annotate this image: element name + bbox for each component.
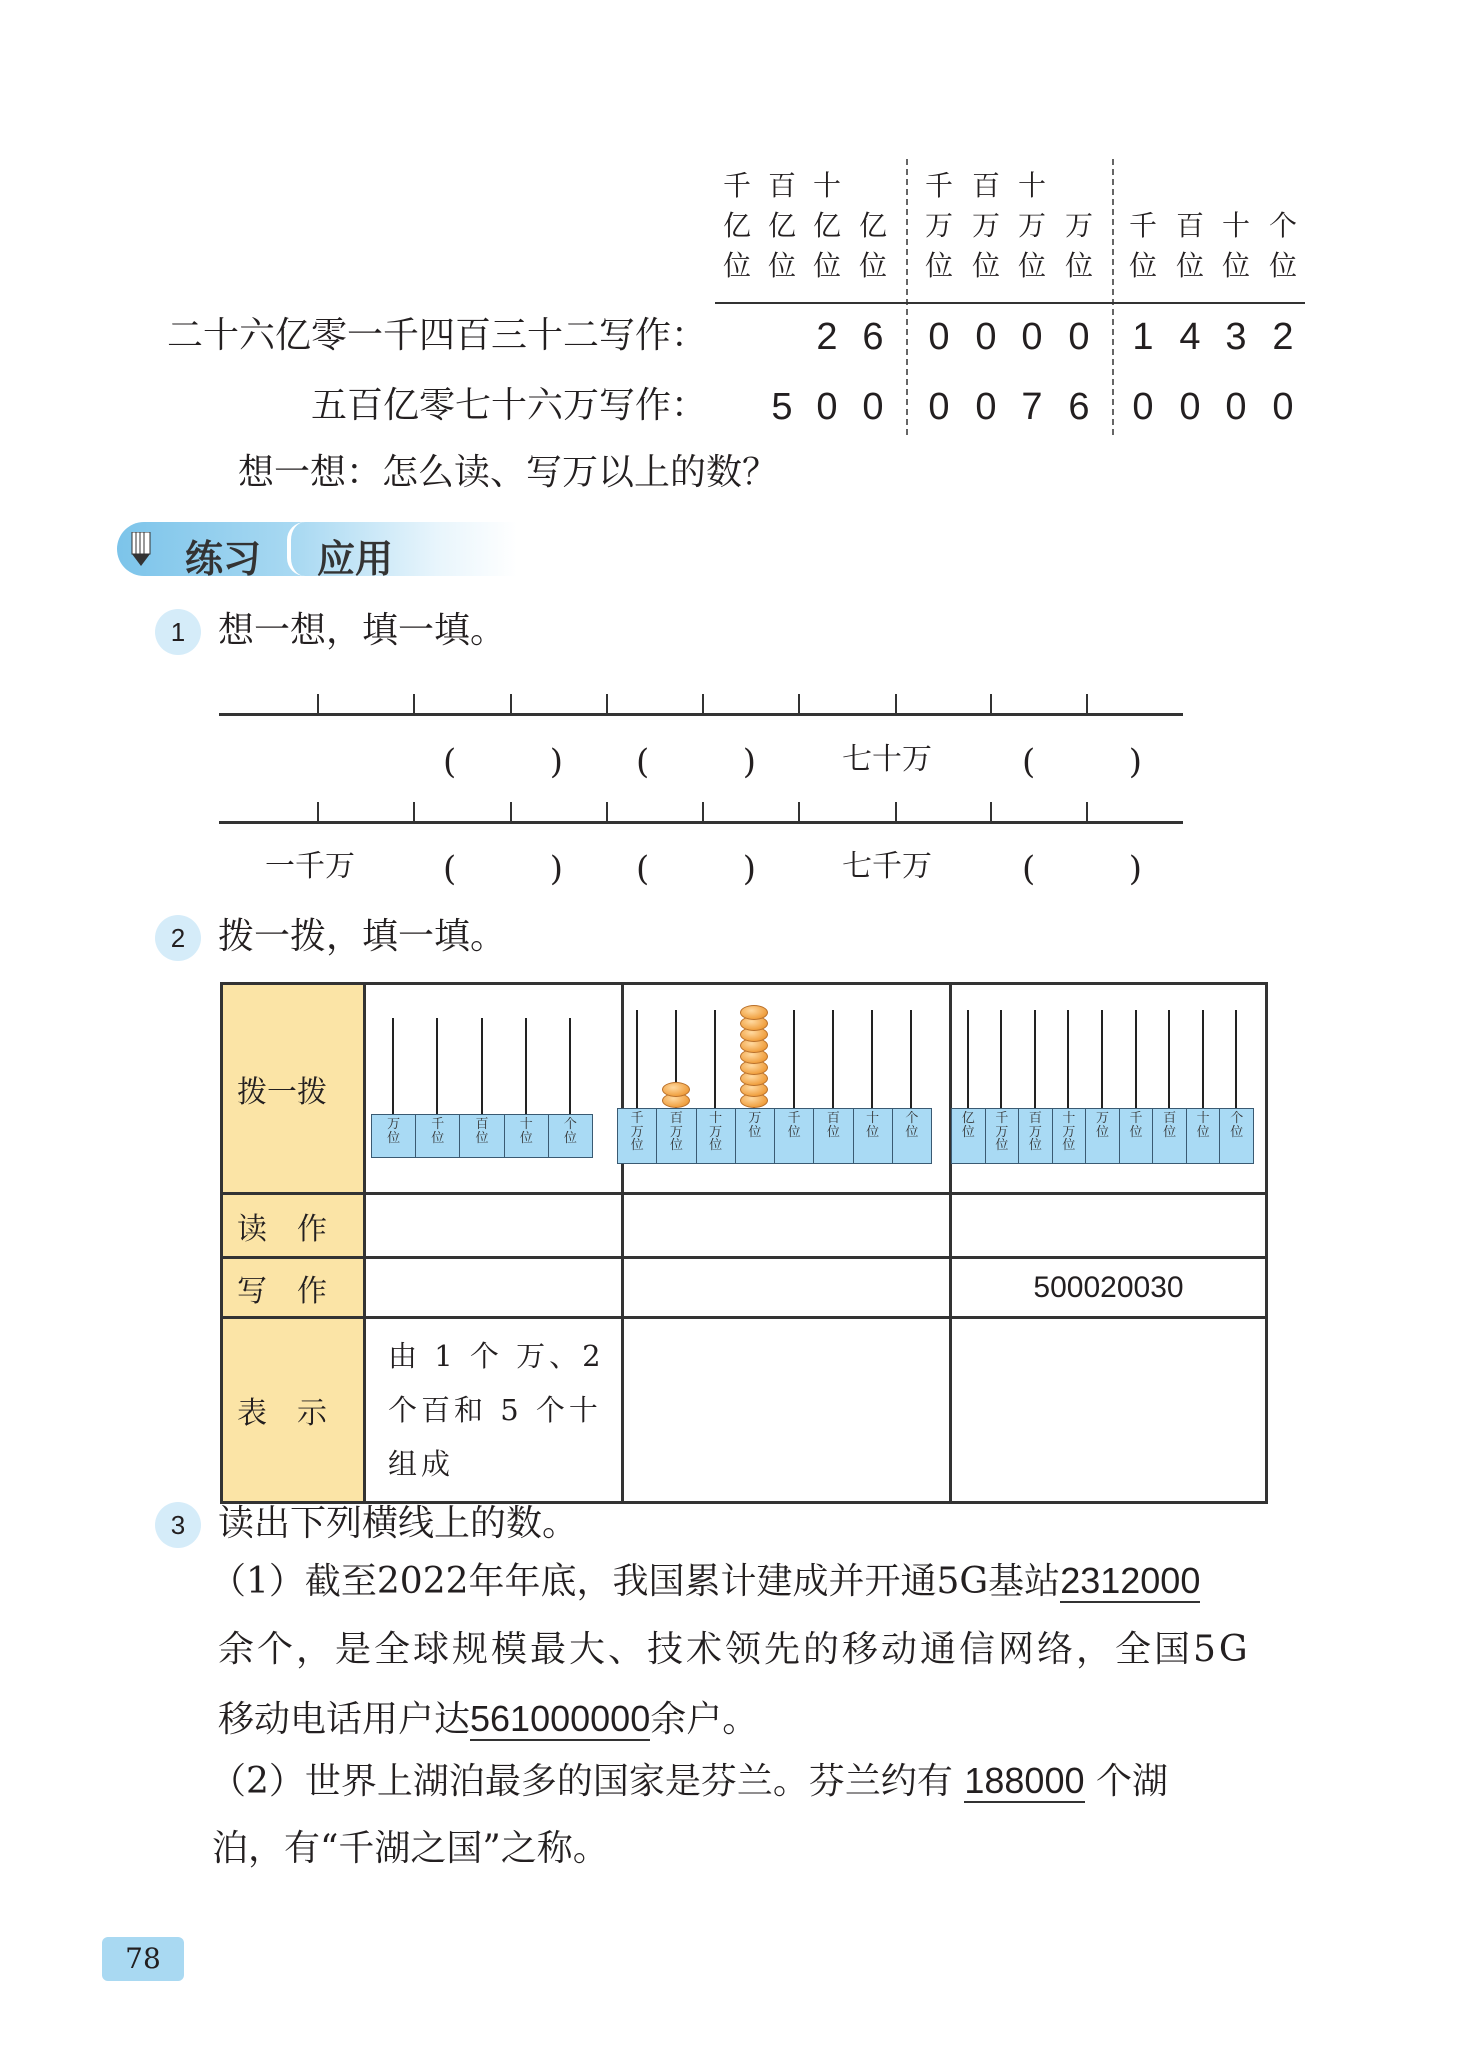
tick-mark (1086, 802, 1088, 822)
answer-blank[interactable] (636, 742, 756, 782)
digit: 6 (862, 316, 884, 358)
abacus-rod (793, 1010, 795, 1108)
tick-mark (510, 694, 512, 714)
tick-mark (606, 694, 608, 714)
tick-mark (798, 694, 800, 714)
place-label: 千万位 (630, 1111, 644, 1154)
place-header-char: 千 (722, 169, 751, 202)
place-label: 千位 (431, 1117, 445, 1146)
abacus-rod (569, 1018, 571, 1114)
paragraph-line (210, 1760, 1168, 1802)
answer-blank[interactable] (443, 742, 563, 782)
write-as-cell[interactable] (365, 1258, 623, 1318)
place-header-char: 百 (767, 169, 796, 202)
digit: 0 (928, 386, 950, 428)
place-label-cell (459, 1114, 504, 1158)
place-header-char: 位 (1128, 249, 1157, 282)
abacus-rod (436, 1018, 438, 1114)
text: （2）世界上湖泊最多的国家是芬兰。芬兰约有 (210, 1761, 953, 1802)
question-title: 读出下列横线上的数。 (218, 1503, 579, 1544)
digit: 0 (975, 386, 997, 428)
place-label-cell (504, 1114, 549, 1158)
digit: 6 (1068, 386, 1090, 428)
digit: 2 (816, 316, 838, 358)
place-label-cell (985, 1108, 1020, 1164)
abacus-rod (1235, 1010, 1237, 1108)
abacus-rod (1101, 1010, 1103, 1108)
abacus-rod (910, 1010, 912, 1108)
paren-open: ( (636, 849, 650, 889)
place-label: 百万位 (669, 1111, 683, 1154)
digit: 0 (1132, 386, 1154, 428)
question-number: 3 (155, 1502, 201, 1548)
underlined-number: 2312000 (1060, 1560, 1201, 1601)
place-header-char: 万 (1064, 209, 1093, 242)
row-label-represent: 表 示 (222, 1318, 365, 1503)
place-header-char: 位 (1175, 249, 1204, 282)
place-label-cell (853, 1108, 893, 1164)
place-label: 亿位 (961, 1111, 975, 1140)
row-label-read: 读 作 (222, 1194, 365, 1258)
answer-blank[interactable] (1022, 849, 1142, 889)
place-label: 十位 (1196, 1111, 1210, 1140)
abacus-rod (1034, 1010, 1036, 1108)
place-header-char: 个 (1268, 209, 1297, 242)
paren-open: ( (1022, 742, 1036, 782)
place-header-char: 万 (971, 209, 1000, 242)
place-label: 千位 (787, 1111, 801, 1140)
abacus-cell[interactable] (365, 984, 623, 1194)
underlined-number: 188000 (964, 1760, 1085, 1801)
abacus-rod (871, 1010, 873, 1108)
abacus-rod (636, 1010, 638, 1108)
place-label-cell (1152, 1108, 1187, 1164)
abacus-rod (1000, 1010, 1002, 1108)
place-header-char: 位 (1221, 249, 1250, 282)
tick-mark (895, 802, 897, 822)
abacus-rod (967, 1010, 969, 1108)
header-rule (715, 302, 1305, 304)
abacus-rod (1067, 1010, 1069, 1108)
number-label: 一千万 (265, 849, 355, 884)
question-title: 想一想，填一填。 (218, 610, 507, 651)
page-number: 78 (102, 1937, 184, 1981)
row-label-write: 写 作 (222, 1258, 365, 1318)
row-label: 五百亿零七十六万写作： (310, 385, 707, 426)
tick-mark (317, 694, 319, 714)
place-label: 万位 (1095, 1111, 1109, 1140)
divider-dashed (906, 159, 908, 435)
place-label: 百位 (826, 1111, 840, 1140)
answer-blank[interactable] (1022, 742, 1142, 782)
row-label-dial: 拨一拨 (222, 984, 365, 1194)
abacus-rod (1135, 1010, 1137, 1108)
place-header-char: 百 (1175, 209, 1204, 242)
place-label-cell (1186, 1108, 1221, 1164)
place-label: 百位 (475, 1117, 489, 1146)
abacus-rod (1202, 1010, 1204, 1108)
place-label-cell (1052, 1108, 1087, 1164)
paren-close: ) (742, 742, 756, 782)
place-header-char: 千 (1128, 209, 1157, 242)
place-label-cell (774, 1108, 814, 1164)
digit: 0 (1225, 386, 1247, 428)
paragraph-line: 泊，有“千湖之国”之称。 (212, 1828, 609, 1869)
section-banner (117, 522, 517, 581)
think-prompt: 想一想：怎么读、写万以上的数？ (238, 452, 779, 493)
paragraph-line (218, 1698, 759, 1740)
place-header-char: 位 (1268, 249, 1297, 282)
place-header-char: 位 (1064, 249, 1093, 282)
place-header-char: 亿 (767, 209, 796, 242)
place-label-cell (696, 1108, 736, 1164)
digit: 2 (1272, 316, 1294, 358)
tick-mark (413, 802, 415, 822)
abacus-rod (525, 1018, 527, 1114)
text: 个湖 (1095, 1761, 1168, 1802)
place-label-cell (371, 1114, 416, 1158)
place-header-char: 位 (971, 249, 1000, 282)
place-header-char: 位 (924, 249, 953, 282)
place-label-cell (1018, 1108, 1053, 1164)
place-label: 十万位 (1062, 1111, 1076, 1154)
number-label: 七千万 (842, 849, 932, 884)
digit: 3 (1225, 316, 1247, 358)
paren-close: ) (549, 742, 563, 782)
place-label: 百万位 (1028, 1111, 1042, 1154)
abacus-rod (714, 1010, 716, 1108)
tick-mark (990, 694, 992, 714)
paren-open: ( (443, 849, 457, 889)
question-number: 2 (155, 915, 201, 961)
question-number: 1 (155, 609, 201, 655)
read-as-cell[interactable] (623, 1194, 951, 1258)
underlined-number: 561000000 (470, 1698, 651, 1739)
digit: 0 (862, 386, 884, 428)
digit: 0 (816, 386, 838, 428)
answer-blank[interactable] (443, 849, 563, 889)
place-header-char: 万 (1017, 209, 1046, 242)
write-as-cell[interactable]: 500020030 (951, 1258, 1267, 1318)
read-as-cell[interactable] (951, 1194, 1267, 1258)
text: 移动电话用户达 (218, 1699, 471, 1740)
represents-cell[interactable]: 由 1 个 万、2 个百和 5 个十组成 (365, 1318, 623, 1503)
place-label: 十位 (866, 1111, 880, 1140)
place-label-cell (813, 1108, 853, 1164)
paren-open: ( (636, 742, 650, 782)
place-label: 万位 (748, 1111, 762, 1140)
place-label: 千位 (1129, 1111, 1143, 1140)
place-label-cell (735, 1108, 775, 1164)
digit: 0 (1272, 386, 1294, 428)
tick-mark (413, 694, 415, 714)
banner-practice: 练习 (185, 537, 262, 581)
paren-close: ) (1128, 742, 1142, 782)
tick-mark (895, 694, 897, 714)
place-header-char: 亿 (858, 209, 887, 242)
text: （1）截至2022年年底，我国累计建成并开通5G基站 (210, 1561, 1061, 1602)
place-label-cell (617, 1108, 657, 1164)
paragraph-line (210, 1560, 1201, 1602)
place-header-char: 十 (1017, 169, 1046, 202)
place-label: 十位 (519, 1117, 533, 1146)
place-header-char: 百 (971, 169, 1000, 202)
represents-cell[interactable] (951, 1318, 1267, 1503)
number-line (219, 821, 1183, 824)
read-as-cell[interactable] (365, 1194, 623, 1258)
tick-mark (798, 802, 800, 822)
digit: 0 (1068, 316, 1090, 358)
place-label: 百位 (1163, 1111, 1177, 1140)
place-header-char: 万 (924, 209, 953, 242)
tick-mark (606, 802, 608, 822)
paren-close: ) (742, 849, 756, 889)
write-as-cell[interactable] (623, 1258, 951, 1318)
place-label: 个位 (563, 1117, 577, 1146)
digit: 5 (771, 386, 793, 428)
place-header-char: 位 (812, 249, 841, 282)
place-header-char: 亿 (812, 209, 841, 242)
place-header-char: 位 (722, 249, 751, 282)
digit: 0 (1179, 386, 1201, 428)
digit: 7 (1021, 386, 1043, 428)
paren-open: ( (1022, 849, 1036, 889)
banner-application: 应用 (317, 537, 394, 581)
place-label: 万位 (387, 1117, 401, 1146)
digit: 0 (975, 316, 997, 358)
abacus-rod (832, 1010, 834, 1108)
abacus-bead[interactable] (662, 1082, 690, 1097)
abacus-rod (1168, 1010, 1170, 1108)
tick-mark (702, 802, 704, 822)
tick-mark (702, 694, 704, 714)
place-label: 个位 (905, 1111, 919, 1140)
place-header-char: 十 (1221, 209, 1250, 242)
place-header-char: 位 (767, 249, 796, 282)
banner-separator (287, 522, 305, 576)
place-header-char: 位 (858, 249, 887, 282)
place-header-char: 亿 (722, 209, 751, 242)
place-label: 千万位 (995, 1111, 1009, 1154)
paren-close: ) (549, 849, 563, 889)
digit: 0 (1021, 316, 1043, 358)
place-label-cell (1219, 1108, 1254, 1164)
tick-mark (510, 802, 512, 822)
place-label-cell (892, 1108, 932, 1164)
abacus-rod (392, 1018, 394, 1114)
place-label-cell (1085, 1108, 1120, 1164)
place-label: 个位 (1230, 1111, 1244, 1140)
place-header-char: 千 (924, 169, 953, 202)
answer-blank[interactable] (636, 849, 756, 889)
place-label-cell (415, 1114, 460, 1158)
digit: 0 (928, 316, 950, 358)
paragraph-line: 余个，是全球规模最大、技术领先的移动通信网络，全国5G (218, 1629, 1251, 1670)
question-title: 拨一拨，填一填。 (218, 916, 507, 957)
tick-mark (1086, 694, 1088, 714)
pencil-icon (131, 532, 151, 566)
place-header-char: 十 (812, 169, 841, 202)
abacus-rod (481, 1018, 483, 1114)
text: 余户。 (650, 1699, 759, 1740)
place-label-cell (951, 1108, 986, 1164)
divider-dashed (1112, 159, 1114, 435)
tick-mark (990, 802, 992, 822)
digit: 4 (1179, 316, 1201, 358)
place-header-char: 位 (1017, 249, 1046, 282)
tick-mark (317, 802, 319, 822)
row-label: 二十六亿零一千四百三十二写作： (166, 315, 707, 356)
place-label: 十万位 (709, 1111, 723, 1154)
number-line (219, 713, 1183, 716)
represents-cell[interactable] (623, 1318, 951, 1503)
place-label-cell (548, 1114, 593, 1158)
number-label: 七十万 (842, 742, 932, 777)
place-label-cell (656, 1108, 696, 1164)
place-label-cell (1119, 1108, 1154, 1164)
paren-close: ) (1128, 849, 1142, 889)
digit: 1 (1132, 316, 1154, 358)
paren-open: ( (443, 742, 457, 782)
